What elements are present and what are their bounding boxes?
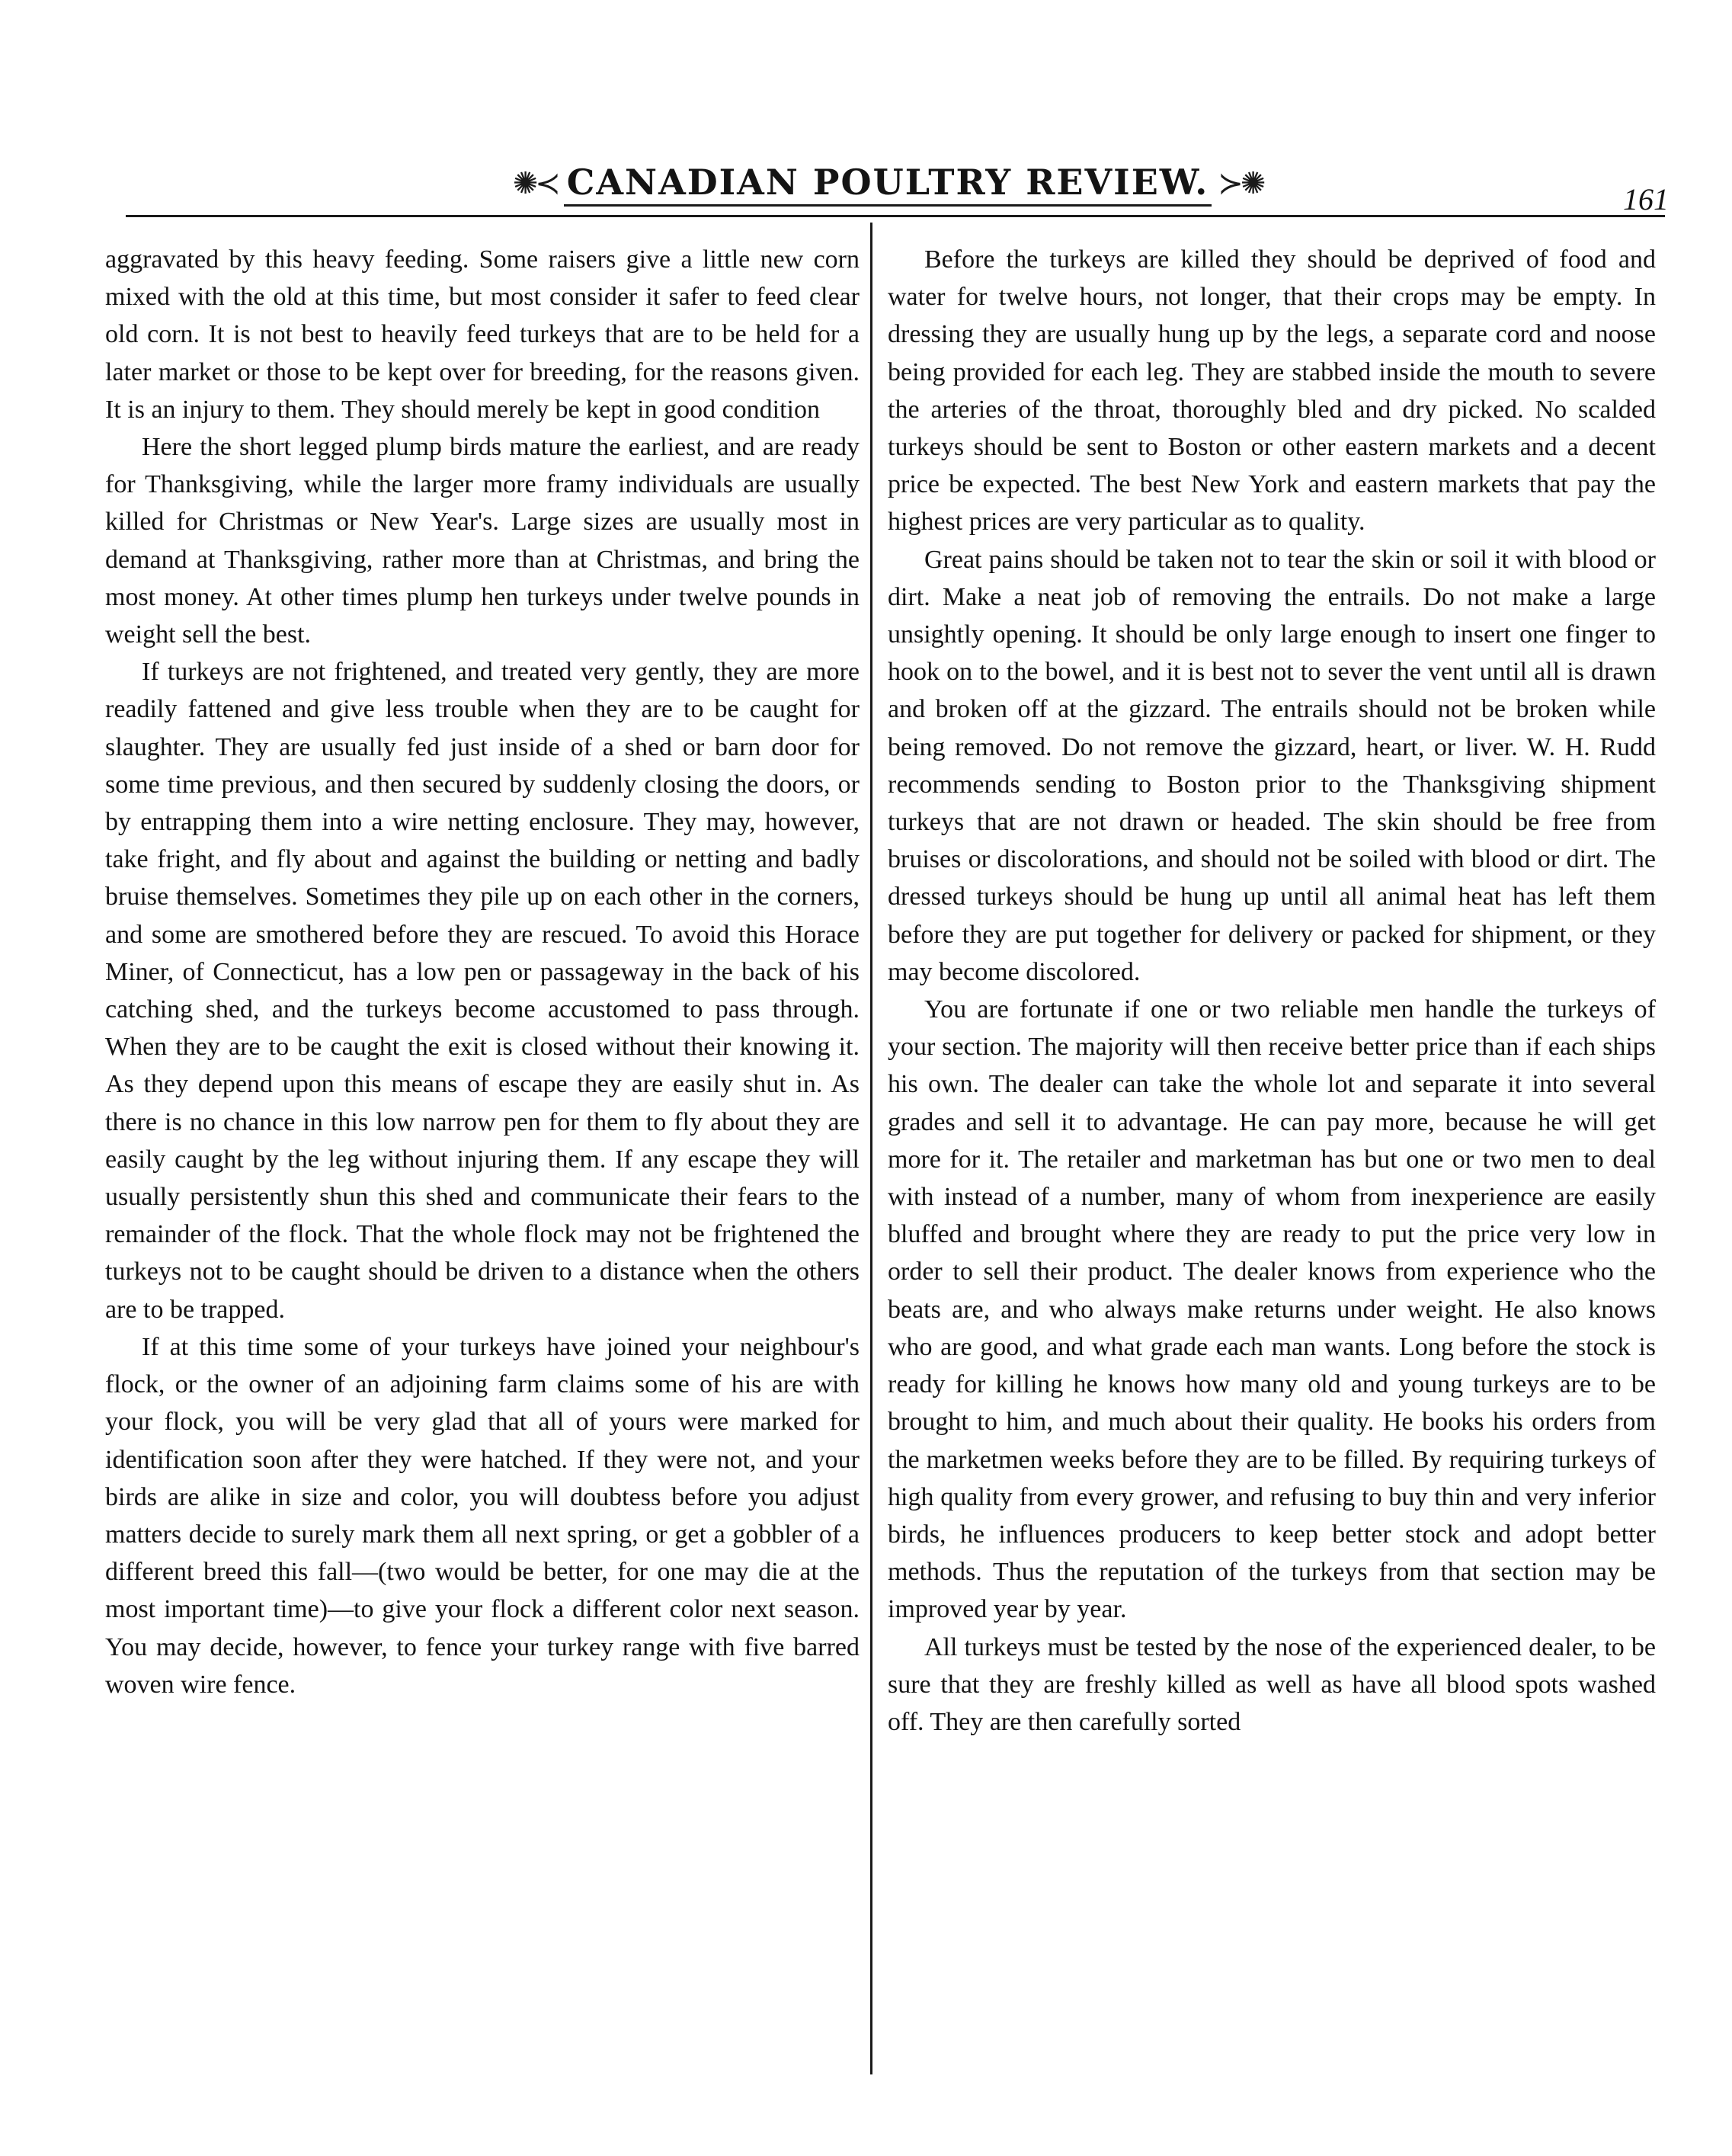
paragraph: Before the turkeys are killed they should be deprived of food and water for twelve hours, not longer, that their crops may be empty. In dressing they are usually hung up by the legs, a separate cord and noose being provided for each leg. They are stabbed inside the mouth to severe the arteries of the throat, thoroughly bled and dry picked. No scalded turkeys should be sent to Boston or other eastern markets and a decent price be expected. The best New York and eastern markets that pay the highest prices are very particular as to quality. <box>888 245 1656 537</box>
column-divider <box>870 223 872 2074</box>
paragraph: All turkeys must be tested by the nose of the experienced dealer, to be sure that they are freshly killed as well as have all blood spots washed off. They are then carefully sorted <box>888 1632 1656 1736</box>
paragraph: Here the short legged plump birds mature the earliest, and are ready for Thanksgiving, while the larger more framy individuals are usually killed for Christmas or New Year's. Large sizes are usually most in demand at Thanksgiving, rather more than at Christmas, and bring the most money. At other times plump hen turkeys under twelve pounds in weight sell the best. <box>105 433 860 649</box>
ornament-left-icon: ✺≺ <box>512 166 558 201</box>
paragraph: Great pains should be taken not to tear the skin or soil it with blood or dirt. Make a neat job of removing the entrails. Do not make a large unsightly opening. It should be only large enough to insert one finger to hook on to the bowel, and it is best not to sever the vent until all is drawn and broken off at the gizzard. The entrails should not be broken while being removed. Do not remove the gizzard, heart, or liver. W. H. Rudd recommends sending to Boston prior to the Thanksgiving shipment turkeys that are not drawn or headed. The skin should be free from bruises or discolorations, and should not be soiled with blood or dirt. The dressed turkeys should be hung up until all animal heat has left them before they are put together for delivery or packed for shipment, or they may become discolored. <box>888 545 1656 986</box>
paragraph: If at this time some of your turkeys have joined your neighbour's flock, or the owner of an adjoining farm claims some of his are with your flock, you will be very glad that all of yours were marked for identification soon after they were hatched. If they were not, and your birds are alike in size and color, you will doubtess before you adjust matters decide to surely mark them all next spring, or get a gobbler of a different breed this fall—(two would be better, for one may die at the most important time)—to give your flock a different color next season. You may decide, however, to fence your turkey range with five barred woven wire fence. <box>105 1332 860 1699</box>
ornament-right-icon: ≻✺ <box>1218 166 1263 201</box>
masthead <box>512 149 1263 218</box>
paragraph: aggravated by this heavy feeding. Some raisers give a little new corn mixed with the old at this time, but most consider it safer to feed clear old corn. It is not best to heavily feed turkeys that are to be held for a later market or those to be kept over for breeding, for the reasons given. It is an injury to them. They should merely be kept in good condition <box>105 245 860 424</box>
paragraph: If turkeys are not frightened, and treated very gently, they are more readily fattened and give less trouble when they are to be caught for slaughter. They are usually fed just inside of a shed or barn door for some time previous, and then secured by suddenly closing the doors, or by entrapping them into a wire netting enclosure. They may, however, take fright, and fly about and against the building or netting and badly bruise themselves. Sometimes they pile up on each other in the corners, and some are smothered before they are rescued. To avoid this Horace Miner, of Connecticut, has a low pen or passageway in the back of his catching shed, and the turkeys become accustomed to pass through. When they are to be caught the exit is closed without their knowing it. As they depend upon this means of escape they are easily shut in. As there is no chance in this low narrow pen for them to fly about they are easily caught by the leg without injuring them. If any escape they will usually persistently shun this shed and communicate their fears to the remainder of the flock. That the whole flock may not be frightened the turkeys not to be caught should be driven to a distance when the others are to be trapped. <box>105 658 860 1324</box>
journal-title: CANADIAN POULTRY REVIEW. <box>564 162 1212 207</box>
page-number: 161 <box>1623 182 1669 216</box>
right-column <box>888 241 1656 1741</box>
paragraph: You are fortunate if one or two reliable men handle the turkeys of your section. The majority will then receive better price than if each ships his own. The dealer can take the whole lot and separate it into several grades and sell it to advantage. He can pay more, because he will get more for it. The retailer and marketman has but one or two men to deal with instead of a number, many of whom from inexperience are easily bluffed and brought where they are ready to put the price very low in order to sell their product. The dealer knows from experience who the beats are, and who always make returns under weight. He also knows who are good, and what grade each man wants. Long before the stock is ready for killing he knows how many old and young turkeys are to be brought to him, and much about their quality. He books his orders from the marketmen weeks before they are to be filled. By requiring turkeys of high quality from every grower, and refusing to buy thin and very inferior birds, he influences producers to keep better stock and adopt better methods. Thus the reputation of the turkeys from that section may be improved year by year. <box>888 995 1656 1624</box>
left-column <box>105 241 860 1703</box>
header-rule <box>126 215 1665 217</box>
